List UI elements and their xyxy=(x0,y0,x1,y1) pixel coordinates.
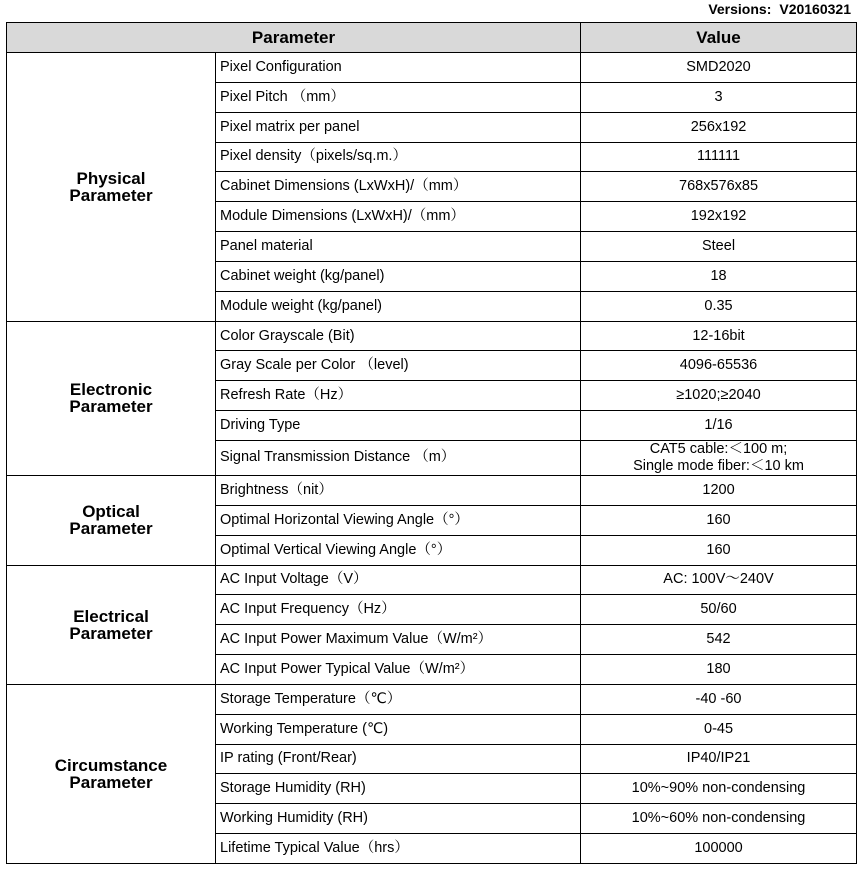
parameter-name: Cabinet Dimensions (LxWxH)/（mm） xyxy=(216,172,581,202)
parameter-name: AC Input Power Maximum Value（W/m²） xyxy=(216,625,581,655)
parameter-value: 4096-65536 xyxy=(581,351,857,381)
table-row xyxy=(7,565,857,595)
parameter-value: 3 xyxy=(581,82,857,112)
parameter-name: Working Humidity (RH) xyxy=(216,804,581,834)
group-label-line: Electronic xyxy=(69,380,153,400)
parameter-value: AC: 100V～240V xyxy=(581,565,857,595)
group-label-line: Parameter xyxy=(69,772,153,792)
parameter-name: Signal Transmission Distance （m） xyxy=(216,440,581,475)
parameter-name: Storage Humidity (RH) xyxy=(216,774,581,804)
parameter-value: 180 xyxy=(581,655,857,685)
group-label-line: Parameter xyxy=(69,397,153,417)
parameter-name: Gray Scale per Color （level) xyxy=(216,351,581,381)
parameter-name: AC Input Power Typical Value（W/m²） xyxy=(216,655,581,685)
group-label-line: Optical xyxy=(82,502,140,522)
parameter-value: 256x192 xyxy=(581,112,857,142)
parameter-name: Color Grayscale (Bit) xyxy=(216,321,581,351)
parameter-value: 10%~60% non-condensing xyxy=(581,804,857,834)
version-value: V20160321 xyxy=(779,1,851,17)
group-label xyxy=(7,565,216,684)
parameter-name: Optimal Vertical Viewing Angle（°） xyxy=(216,535,581,565)
parameter-value: ≥1020;≥2040 xyxy=(581,381,857,411)
group-label-line: Parameter xyxy=(69,185,153,205)
parameter-name: Module Dimensions (LxWxH)/（mm） xyxy=(216,202,581,232)
parameter-value: 0.35 xyxy=(581,291,857,321)
group-label-line: Circumstance xyxy=(54,755,168,775)
parameter-name: Pixel density（pixels/sq.m.） xyxy=(216,142,581,172)
parameter-name: Pixel Pitch （mm） xyxy=(216,82,581,112)
parameter-value: 160 xyxy=(581,505,857,535)
parameter-value: 768x576x85 xyxy=(581,172,857,202)
parameter-value: 100000 xyxy=(581,834,857,864)
parameter-name: Working Temperature (℃) xyxy=(216,714,581,744)
value-header: Value xyxy=(581,23,857,53)
group-label-line: Physical xyxy=(76,168,146,188)
parameter-name: Refresh Rate（Hz） xyxy=(216,381,581,411)
group-label xyxy=(7,321,216,475)
parameter-value: 1/16 xyxy=(581,411,857,441)
parameter-value: 50/60 xyxy=(581,595,857,625)
group-label-line: Parameter xyxy=(69,623,153,643)
parameter-header: Parameter xyxy=(7,23,581,53)
group-label xyxy=(7,475,216,565)
parameter-name: Pixel Configuration xyxy=(216,53,581,83)
parameter-value: 18 xyxy=(581,261,857,291)
parameter-value: 542 xyxy=(581,625,857,655)
table-body xyxy=(7,53,857,864)
parameter-value xyxy=(581,440,857,475)
parameter-name: Brightness（nit） xyxy=(216,475,581,505)
parameter-value: 160 xyxy=(581,535,857,565)
parameter-value-line: Single mode fiber:＜10 km xyxy=(633,457,804,474)
parameter-name: Storage Temperature（℃） xyxy=(216,684,581,714)
parameter-name: Optimal Horizontal Viewing Angle（°） xyxy=(216,505,581,535)
group-label-line: Electrical xyxy=(73,606,149,626)
parameter-value: 192x192 xyxy=(581,202,857,232)
parameter-value: SMD2020 xyxy=(581,53,857,83)
group-label-line: Parameter xyxy=(69,519,153,539)
group-label xyxy=(7,684,216,863)
parameter-value-line: CAT5 cable:＜100 m; xyxy=(649,440,788,457)
parameter-name: Pixel matrix per panel xyxy=(216,112,581,142)
parameter-value: 1200 xyxy=(581,475,857,505)
version-label: Versions: xyxy=(708,1,772,17)
table-row xyxy=(7,53,857,83)
table-row xyxy=(7,321,857,351)
specification-table xyxy=(6,22,857,864)
parameter-name: Lifetime Typical Value（hrs） xyxy=(216,834,581,864)
parameter-value: 111111 xyxy=(581,142,857,172)
parameter-name: Cabinet weight (kg/panel) xyxy=(216,261,581,291)
parameter-value: Steel xyxy=(581,232,857,262)
parameter-name: Driving Type xyxy=(216,411,581,441)
parameter-value: 0-45 xyxy=(581,714,857,744)
table-header-row xyxy=(7,23,857,53)
version-line xyxy=(700,0,851,22)
parameter-name: AC Input Frequency（Hz） xyxy=(216,595,581,625)
parameter-value: 10%~90% non-condensing xyxy=(581,774,857,804)
table-row xyxy=(7,475,857,505)
parameter-value: IP40/IP21 xyxy=(581,744,857,774)
group-label xyxy=(7,53,216,322)
parameter-value: -40 -60 xyxy=(581,684,857,714)
table-row xyxy=(7,684,857,714)
parameter-name: Module weight (kg/panel) xyxy=(216,291,581,321)
parameter-name: AC Input Voltage（V） xyxy=(216,565,581,595)
parameter-value: 12-16bit xyxy=(581,321,857,351)
parameter-name: IP rating (Front/Rear) xyxy=(216,744,581,774)
parameter-name: Panel material xyxy=(216,232,581,262)
